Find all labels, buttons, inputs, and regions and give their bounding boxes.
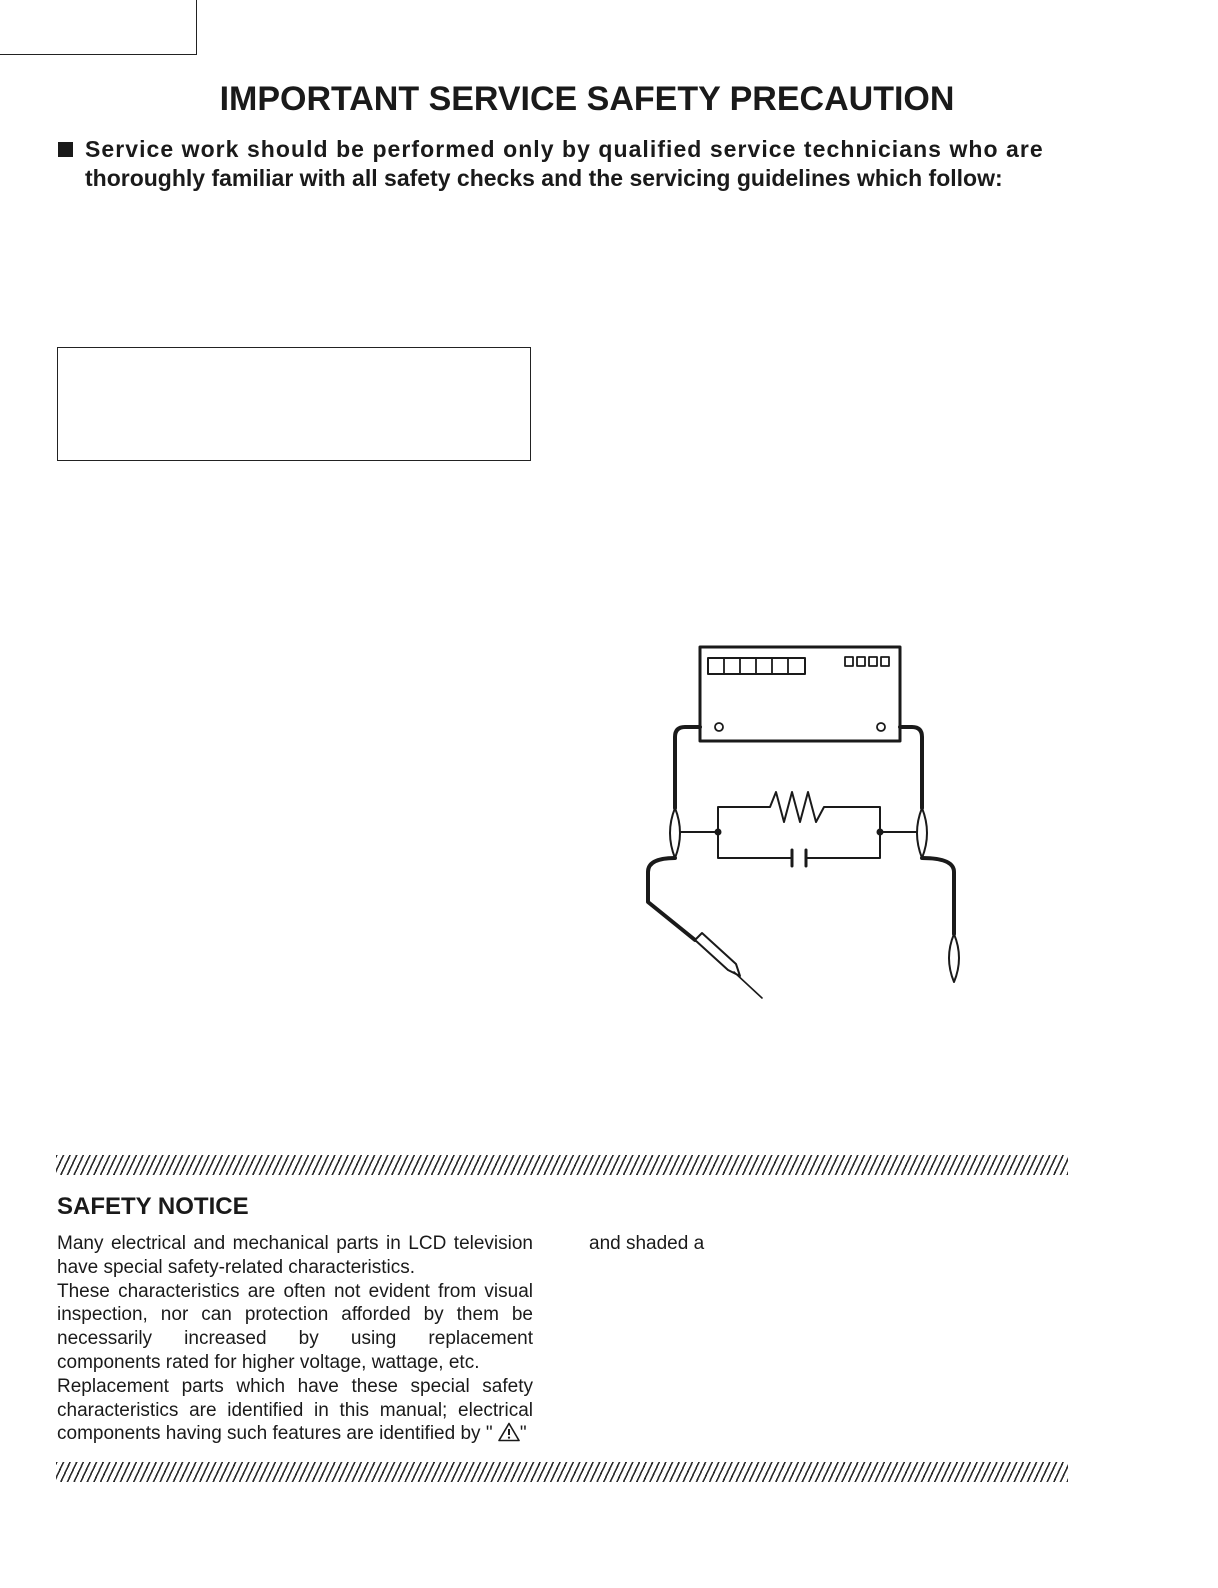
leakage-test-diagram (630, 640, 990, 1010)
corner-box (0, 0, 197, 55)
ground-connector (949, 934, 959, 982)
page-title: IMPORTANT SERVICE SAFETY PRECAUTION (219, 80, 955, 118)
meter-terminal-left (715, 723, 723, 731)
hatched-divider-bottom (56, 1462, 1068, 1482)
ground-wire (922, 858, 954, 934)
safety-notice-right-column: and shaded a (589, 1233, 705, 1254)
connector-left (670, 808, 680, 858)
connector-right (917, 808, 927, 858)
meter-button (857, 657, 865, 666)
meter-button (845, 657, 853, 666)
meter-button (881, 657, 889, 666)
test-probe (695, 933, 740, 976)
capacitor-branch (718, 832, 880, 858)
resistor-branch (718, 792, 880, 832)
meter-terminal-right (877, 723, 885, 731)
empty-frame (57, 347, 531, 461)
meter-body (700, 647, 900, 741)
square-bullet-icon (58, 142, 73, 157)
lead-wire-right (900, 727, 922, 808)
probe-wire (648, 858, 695, 940)
safety-notice-paragraph: Replacement parts which have these special safety characteristics are identified in this manual; electrical components having such features are identified by " " (57, 1375, 533, 1445)
lead-wire-left (675, 727, 700, 808)
meter-button (869, 657, 877, 666)
hatched-divider-top (56, 1155, 1068, 1175)
intro-line-1: Service work should be performed only by qualified service technicians who are (85, 136, 1044, 162)
safety-notice-paragraph: These characteristics are often not evident from visual inspection, nor can protection afforded by them be necessarily increased by using replacement components rated for higher voltage, wattage, etc. (57, 1280, 533, 1373)
safety-notice-paragraph: Many electrical and mechanical parts in LCD television have special safety-related characteristics. (57, 1233, 533, 1278)
intro-line-2: thoroughly familiar with all safety checks and the servicing guidelines which follow: (85, 165, 1003, 191)
safety-notice-heading: SAFETY NOTICE (57, 1193, 249, 1220)
safety-notice-body (57, 1232, 533, 1446)
warning-triangle-icon (498, 1422, 520, 1442)
probe-tip (734, 972, 762, 998)
